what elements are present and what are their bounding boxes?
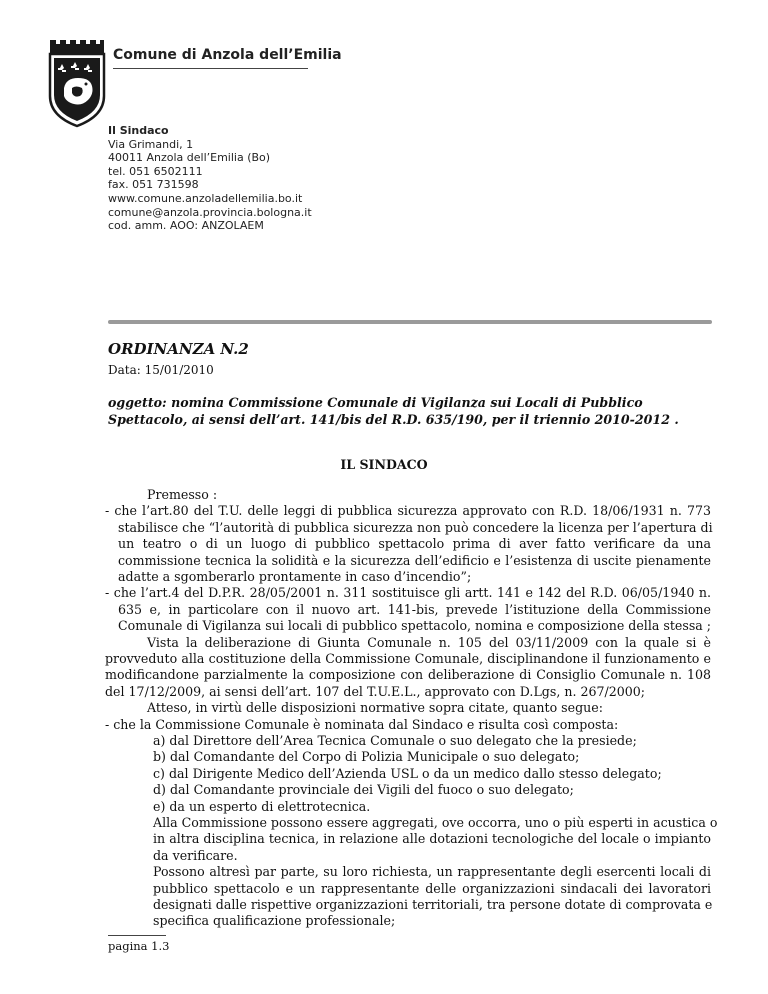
body-line: pubblico spettacolo e un rappresentante delle organizzazioni sindacali dei lavoratori — [153, 880, 711, 896]
body-line: adatte a sgomberarlo prontamente in caso d’incendio”; — [118, 569, 472, 584]
body-line: Alla Commissione possono essere aggregati, ove occorra, uno o più esperti in acustica o — [153, 815, 718, 830]
body-line: - che l’art.4 del D.P.R. 28/05/2001 n. 311 sostituisce gli artt. 141 e 142 del R.D. 06/05/1940 n. — [105, 585, 711, 601]
body-line: 635 e, in particolare con il nuovo art. 141-bis, prevede l’istituzione della Commissione — [118, 601, 711, 617]
body-line: Comunale di Vigilanza sui locali di pubblico spettacolo, nomina e composizione della stessa ; — [118, 618, 712, 634]
body-line: del 17/12/2009, ai sensi dell’art. 107 del T.U.E.L., approvato con D.Lgs, n. 267/2000; — [105, 683, 646, 699]
sender-email[interactable]: comune@anzola.provincia.bologna.it — [108, 205, 312, 219]
body-line: Possono altresì par parte, su loro richiesta, un rappresentante degli esercenti locali di — [153, 864, 711, 880]
subject-line: Spettacolo, ai sensi dell’art. 141/bis del R.D. 635/190, per il triennio 2010-2012 . — [108, 412, 679, 427]
body-line: specifica qualificazione professionale; — [153, 913, 396, 929]
section-heading: IL SINDACO — [340, 457, 428, 472]
body-line: da verificare. — [153, 847, 238, 863]
body-line: Vista la deliberazione di Giunta Comunale n. 105 del 03/11/2009 con la quale si è — [147, 634, 711, 650]
list-item: d) dal Comandante provinciale dei Vigili del fuoco o suo delegato; — [153, 782, 574, 798]
page-number: pagina 1.3 — [108, 939, 170, 953]
body-line: stabilisce che “l’autorità di pubblica sicurezza non può concedere la licenza per l’apertura di — [118, 519, 713, 535]
ordinance-date: Data: 15/01/2010 — [108, 363, 214, 377]
sender-fax: fax. 051 731598 — [108, 178, 199, 192]
list-item: e) da un esperto di elettrotecnica. — [153, 798, 371, 814]
municipality-underline — [113, 68, 308, 69]
body-line: Atteso, in virtù delle disposizioni normative sopra citate, quanto segue: — [147, 700, 603, 716]
municipality-name: Comune di Anzola dell’Emilia — [113, 47, 342, 63]
sender-address-block — [108, 124, 312, 233]
body-line: modificandone parzialmente la composizione con deliberazione di Consiglio Comunale n. 108 — [105, 667, 711, 683]
sender-aoo-code: cod. amm. AOO: ANZOLAEM — [108, 219, 264, 233]
body-line: commissione tecnica la solidità e la sicurezza dell’edificio e l’esistenza di uscite pienamente — [118, 552, 711, 568]
footer-divider — [108, 935, 166, 936]
list-item: c) dal Dirigente Medico dell’Azienda USL o da un medico dallo stesso delegato; — [153, 765, 662, 781]
body-line: provveduto alla costituzione della Commissione Comunale, disciplinandone il funzionamento e — [105, 651, 711, 666]
body-line: Premesso : — [147, 487, 218, 502]
sender-title: Il Sindaco — [108, 124, 169, 137]
body-line: in altra disciplina tecnica, in relazione alle dotazioni tecnologiche del locale o impianto — [153, 831, 711, 847]
sender-website[interactable]: www.comune.anzoladellemilia.bo.it — [108, 191, 303, 205]
body-line: - che la Commissione Comunale è nominata dal Sindaco e risulta così composta: — [105, 716, 619, 732]
coat-of-arms-icon — [46, 38, 106, 128]
sender-city: 40011 Anzola dell’Emilia (Bo) — [108, 151, 271, 165]
ordinance-title: ORDINANZA N.2 — [108, 340, 249, 358]
list-item: a) dal Direttore dell’Area Tecnica Comunale o suo delegato che la presiede; — [153, 733, 637, 748]
body-line: un teatro o di un luogo di pubblico spettacolo prima di aver fatto verificare da una — [118, 536, 711, 552]
list-item: b) dal Comandante del Corpo di Polizia Municipale o suo delegato; — [153, 749, 580, 765]
ordinance-subject — [108, 394, 718, 428]
body-line: designati dalle rispettive organizzazioni territoriali, tra persone dotate di comprovata e — [153, 897, 713, 912]
sender-street: Via Grimandi, 1 — [108, 137, 194, 151]
sender-phone: tel. 051 6502111 — [108, 164, 203, 178]
section-divider — [108, 320, 712, 324]
body-line: - che l’art.80 del T.U. delle leggi di pubblica sicurezza approvato con R.D. 18/06/1931 n. 773 — [105, 503, 711, 519]
subject-line: oggetto: nomina Commissione Comunale di Vigilanza sui Locali di Pubblico — [108, 395, 643, 410]
